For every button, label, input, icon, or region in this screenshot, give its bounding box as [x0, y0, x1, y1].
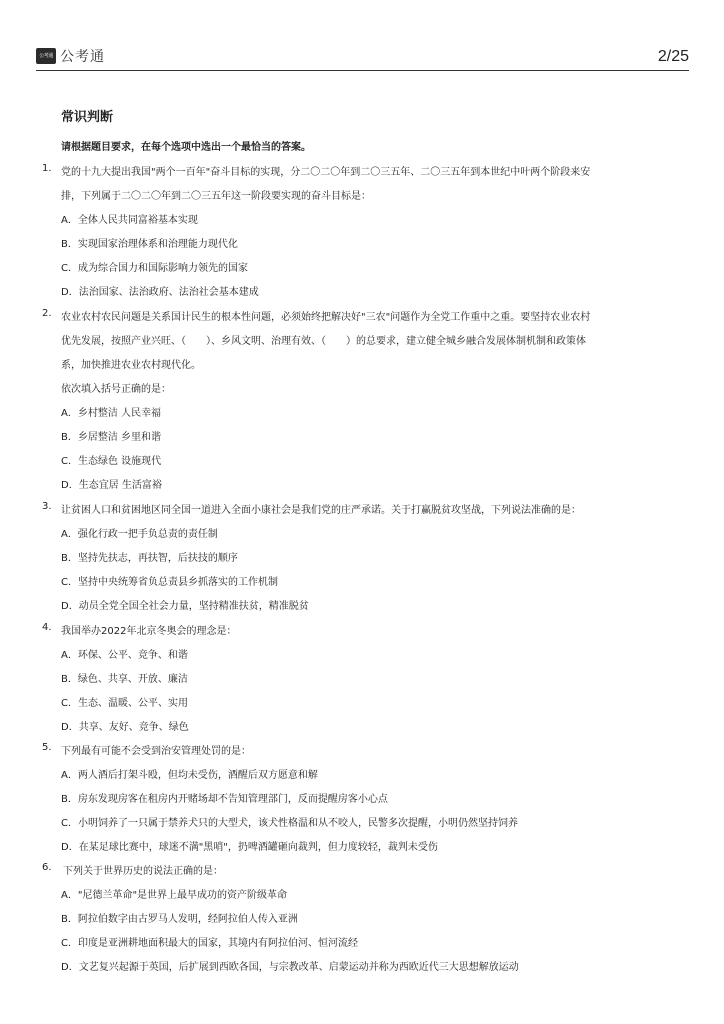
instructions: 请根据题目要求，在每个选项中选出一个最恰当的答案。 [61, 142, 311, 153]
option-b: B．阿拉伯数字由古罗马人发明，经阿拉伯人传入亚洲 [61, 914, 298, 925]
option-d: D．共享、友好、竞争、绿色 [61, 722, 189, 733]
option-d: D．在某足球比赛中，球迷不满"黑哨"，扔啤酒罐砸向裁判，但力度较轻，裁判未受伤 [61, 842, 438, 853]
question-text: 党的十九大提出我国"两个一百年"奋斗目标的实现，分二〇二〇年到二〇三五年、二〇三五年到本世纪中叶两个阶段来安 [61, 167, 591, 178]
option-a: A．两人酒后打架斗殴，但均未受伤，酒醒后双方愿意和解 [61, 770, 318, 781]
logo-badge: 公考通 [36, 48, 56, 64]
question-text: 系，加快推进农业农村现代化。 [61, 360, 201, 371]
option-d: D．法治国家、法治政府、法治社会基本建成 [61, 287, 259, 298]
question-text: 下列最有可能不会受到治安管理处罚的是： [61, 746, 251, 757]
question-number: 3. [42, 501, 52, 512]
section-title: 常识判断 [61, 110, 114, 125]
page-header [36, 44, 689, 71]
option-c: C．印度是亚洲耕地面积最大的国家，其境内有阿拉伯河、恒河流经 [61, 938, 358, 949]
question-text: 依次填入括号正确的是： [61, 384, 171, 395]
option-a: A．乡村整洁 人民幸福 [61, 408, 162, 419]
option-d: D．动员全党全国全社会力量，坚持精准扶贫，精准脱贫 [61, 601, 309, 612]
question-number: 5. [42, 742, 52, 753]
option-b: B．房东发现房客在租房内开赌场却不告知管理部门，反而提醒房客小心点 [61, 794, 388, 805]
question-text: 我国举办2022年北京冬奥会的理念是： [61, 626, 237, 637]
option-a: A．全体人民共同富裕基本实现 [61, 215, 198, 226]
logo-text: 公考通 [60, 49, 105, 65]
question-number: 6. [42, 862, 52, 873]
question-number: 1. [42, 163, 52, 174]
option-c: C．坚持中央统筹省负总责县乡抓落实的工作机制 [61, 577, 278, 588]
option-d: D．生态宜居 生活富裕 [61, 480, 162, 491]
question-text: 下列关于世界历史的说法正确的是： [63, 866, 223, 877]
option-c: C．成为综合国力和国际影响力领先的国家 [61, 263, 248, 274]
option-a: A．"尼德兰革命"是世界上最早成功的资产阶级革命 [61, 890, 288, 901]
question-text: 农业农村农民问题是关系国计民生的根本性问题，必须始终把解决好"三农"问题作为全党工作重中之重。要坚持农业农村 [61, 312, 591, 323]
option-c: C．小明饲养了一只属于禁养犬只的大型犬，该犬性格温和从不咬人，民警多次提醒，小明仍然坚持饲养 [61, 818, 518, 829]
option-a: A．强化行政一把手负总责的责任制 [61, 529, 218, 540]
question-text: 让贫困人口和贫困地区同全国一道进入全面小康社会是我们党的庄严承诺。关于打赢脱贫攻坚战，下列说法准确的是： [61, 505, 581, 516]
option-c: C．生态绿色 设施现代 [61, 456, 162, 467]
option-b: B．坚持先扶志，再扶智，后扶技的顺序 [61, 553, 238, 564]
option-c: C．生态、温暖、公平、实用 [61, 698, 188, 709]
logo [36, 46, 105, 66]
question-text: 排，下列属于二〇二〇年到二〇三五年这一阶段要实现的奋斗目标是： [61, 191, 371, 202]
option-d: D．文艺复兴起源于英国，后扩展到西欧各国，与宗教改革、启蒙运动并称为西欧近代三大思想解放运动 [61, 962, 519, 973]
option-b: B．乡居整洁 乡里和谐 [61, 432, 162, 443]
question-number: 2. [42, 308, 52, 319]
page-number: 2/25 [657, 48, 689, 65]
option-b: B．实现国家治理体系和治理能力现代化 [61, 239, 238, 250]
option-b: B．绿色、共享、开放、廉洁 [61, 674, 188, 685]
question-number: 4. [42, 622, 52, 633]
question-text: 优先发展，按照产业兴旺、（ ）、乡风文明、治理有效、（ ）的总要求，建立健全城乡融合发展体制机制和政策体 [61, 336, 586, 347]
option-a: A．环保、公平、竞争、和谐 [61, 650, 188, 661]
